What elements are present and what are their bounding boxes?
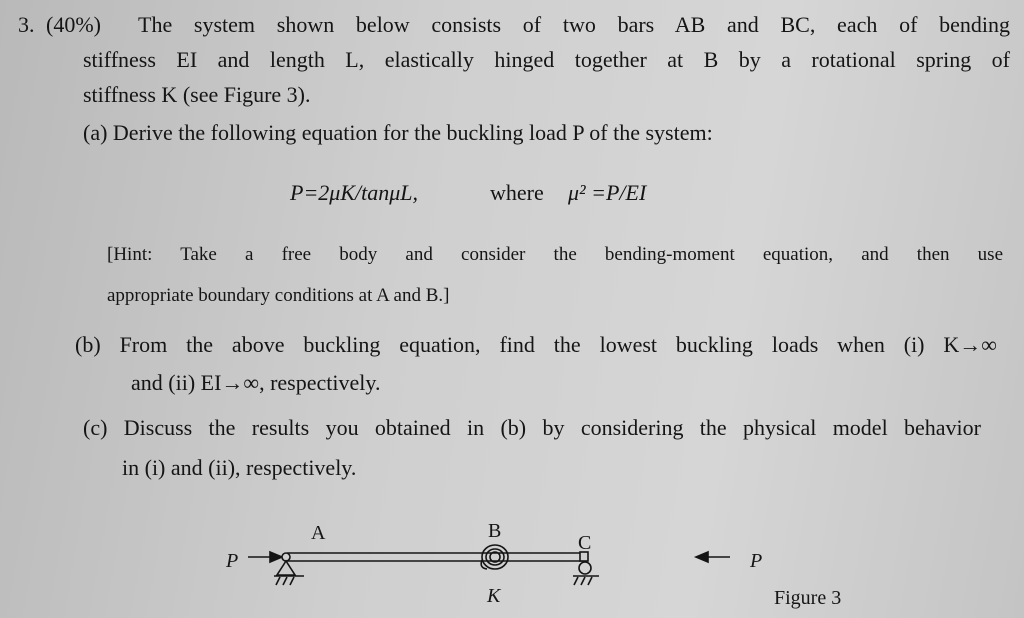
part-c-line-2: in (i) and (ii), respectively. (122, 455, 357, 480)
figure-caption: Figure 3 (774, 587, 842, 609)
equation-where: where (490, 180, 544, 205)
label-k: K (487, 585, 501, 607)
problem-weight: (40%) (46, 12, 101, 37)
intro-line-2: stiffness EI and length L, elastically hinged together at B by a rotational spring of (83, 47, 1010, 72)
part-c-line-1: (c) Discuss the results you obtained in (b) by considering the physical model behavior (83, 415, 981, 440)
equation: P=2μK/tanμL, (290, 180, 419, 205)
intro-line-3: stiffness K (see Figure 3). (83, 82, 311, 107)
label-c: C (578, 532, 592, 554)
intro-line-1: The system shown below consists of two bars AB and BC, each of bending (138, 12, 1010, 37)
label-b: B (488, 520, 502, 542)
part-a: (a) Derive the following equation for the buckling load P of the system: (83, 120, 713, 145)
part-b-line-2: and (ii) EI→∞, respectively. (131, 370, 381, 395)
problem-number: 3. (18, 12, 35, 37)
hint-line-1: [Hint: Take a free body and consider the bending-moment equation, and then use (107, 244, 1003, 265)
part-b-line-1: (b) From the above buckling equation, find the lowest buckling loads when (i) K→∞ (75, 332, 997, 357)
hint-line-2: appropriate boundary conditions at A and B.] (107, 285, 450, 306)
label-p-left: P (226, 550, 239, 572)
label-p-right: P (750, 550, 763, 572)
label-a: A (311, 522, 326, 544)
rotational-spring-b (481, 545, 508, 569)
equation-definition: μ² =P/EI (568, 180, 647, 205)
